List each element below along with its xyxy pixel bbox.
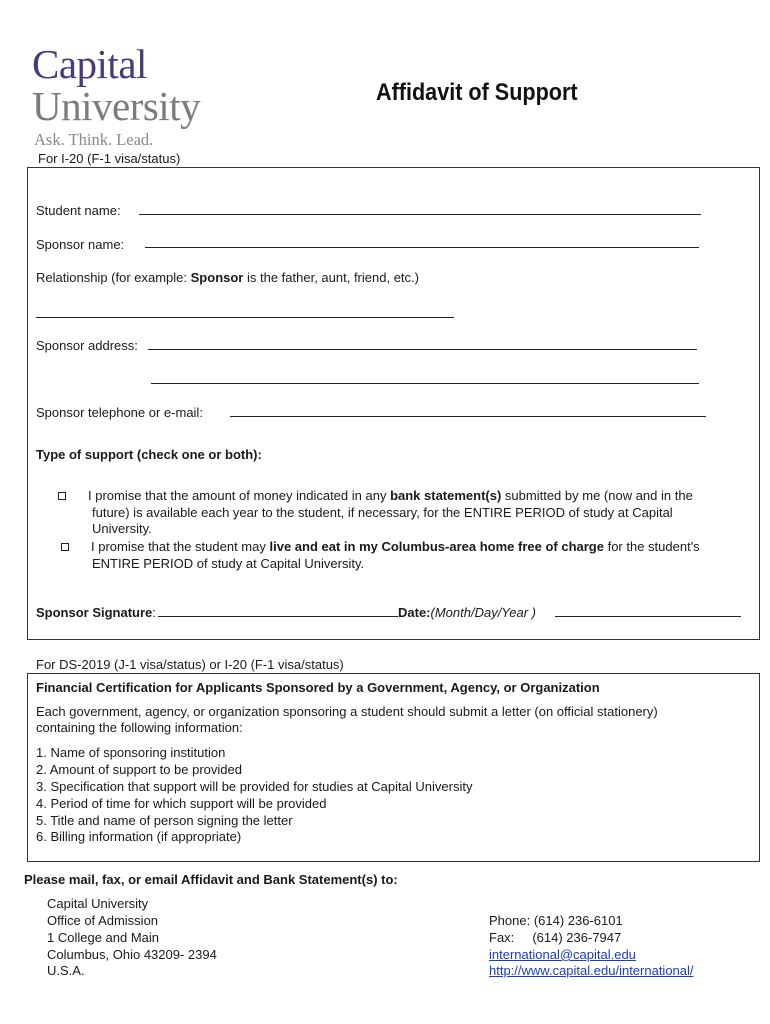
list-item: 3. Specification that support will be provided for studies at Capital University: [36, 779, 473, 794]
list-item: 5. Title and name of person signing the letter: [36, 813, 293, 828]
date-field[interactable]: [555, 606, 741, 617]
relationship-field[interactable]: [36, 307, 454, 318]
sponsor-address-field-1[interactable]: [148, 339, 697, 350]
student-name-row: [36, 203, 121, 218]
relationship-suffix: is the father, aunt, friend, etc.): [243, 270, 419, 285]
support-option-bank-line1: [88, 488, 693, 503]
sponsor-contact-field[interactable]: [230, 406, 706, 417]
sponsor-address-field-2[interactable]: [151, 373, 699, 384]
financial-intro-line2: containing the following information:: [36, 720, 243, 735]
sponsor-name-field[interactable]: [145, 237, 699, 248]
date-label-row: [398, 605, 536, 620]
option1-post: submitted by me (now and in the: [501, 488, 693, 503]
support-option-home-line1: [91, 539, 700, 554]
support-option-home-checkbox[interactable]: [61, 543, 69, 551]
section2-caption: For DS-2019 (J-1 visa/status) or I-20 (F-1 visa/status): [36, 657, 344, 672]
address-line: Capital University: [47, 896, 149, 911]
student-name-field[interactable]: [139, 204, 701, 215]
list-item: 4. Period of time for which support will be provided: [36, 796, 327, 811]
address-line: Columbus, Ohio 43209- 2394: [47, 947, 217, 962]
relationship-prefix: Relationship (for example:: [36, 270, 191, 285]
sponsor-name-label: Sponsor name:: [36, 237, 125, 252]
logo-tagline: Ask. Think. Lead.: [34, 130, 154, 149]
date-label: Date:: [398, 605, 431, 620]
financial-heading: Financial Certification for Applicants Sponsored by a Government, Agency, or Organization: [36, 680, 600, 695]
option2-pre: I promise that the student may: [91, 539, 270, 554]
website-link[interactable]: http://www.capital.edu/international/: [489, 963, 694, 978]
page-title: Affidavit of Support: [376, 79, 578, 106]
signature-label-row: [36, 605, 156, 620]
signature-field[interactable]: [158, 606, 398, 617]
support-option-bank-line2: future) is available each year to the student, if necessary, for the ENTIRE PERIOD of study at Capital: [92, 505, 673, 520]
student-name-label: Student name:: [36, 203, 121, 218]
sponsor-address-label: Sponsor address:: [36, 338, 138, 353]
signature-colon: :: [152, 605, 156, 620]
section1-caption: For I-20 (F-1 visa/status): [38, 151, 181, 166]
signature-label: Sponsor Signature: [36, 605, 153, 620]
contact-phone: Phone: (614) 236-6101: [489, 913, 623, 928]
logo-university: University: [32, 83, 201, 129]
list-item: 1. Name of sponsoring institution: [36, 745, 226, 760]
support-option-bank-line3: University.: [92, 521, 152, 536]
option1-pre: I promise that the amount of money indicated in any: [88, 488, 391, 503]
contact-fax: Fax: (614) 236-7947: [489, 930, 622, 945]
address-line: Office of Admission: [47, 913, 159, 928]
support-option-bank-checkbox[interactable]: [58, 492, 66, 500]
relationship-label: [36, 270, 419, 285]
option1-bold: bank statement(s): [390, 488, 502, 503]
sponsor-contact-label: Sponsor telephone or e-mail:: [36, 405, 203, 420]
financial-intro-line1: Each government, agency, or organization sponsoring a student should submit a letter (on official stationery): [36, 704, 658, 719]
mail-heading: Please mail, fax, or email Affidavit and Bank Statement(s) to:: [24, 872, 398, 887]
option2-post: for the student's: [603, 539, 700, 554]
option2-bold: live and eat in my Columbus-area home free of charge: [269, 539, 604, 554]
logo-capital: Capital: [32, 41, 147, 87]
date-format: (Month/Day/Year ): [430, 605, 537, 620]
relationship-bold: Sponsor: [190, 270, 244, 285]
address-line: U.S.A.: [47, 963, 85, 978]
support-option-home-line2: ENTIRE PERIOD of study at Capital University.: [92, 556, 365, 571]
list-item: 2. Amount of support to be provided: [36, 762, 242, 777]
address-line: 1 College and Main: [47, 930, 160, 945]
list-item: 6. Billing information (if appropriate): [36, 829, 242, 844]
support-type-heading: Type of support (check one or both):: [36, 447, 262, 462]
contact-email-link[interactable]: international@capital.edu: [489, 947, 636, 962]
